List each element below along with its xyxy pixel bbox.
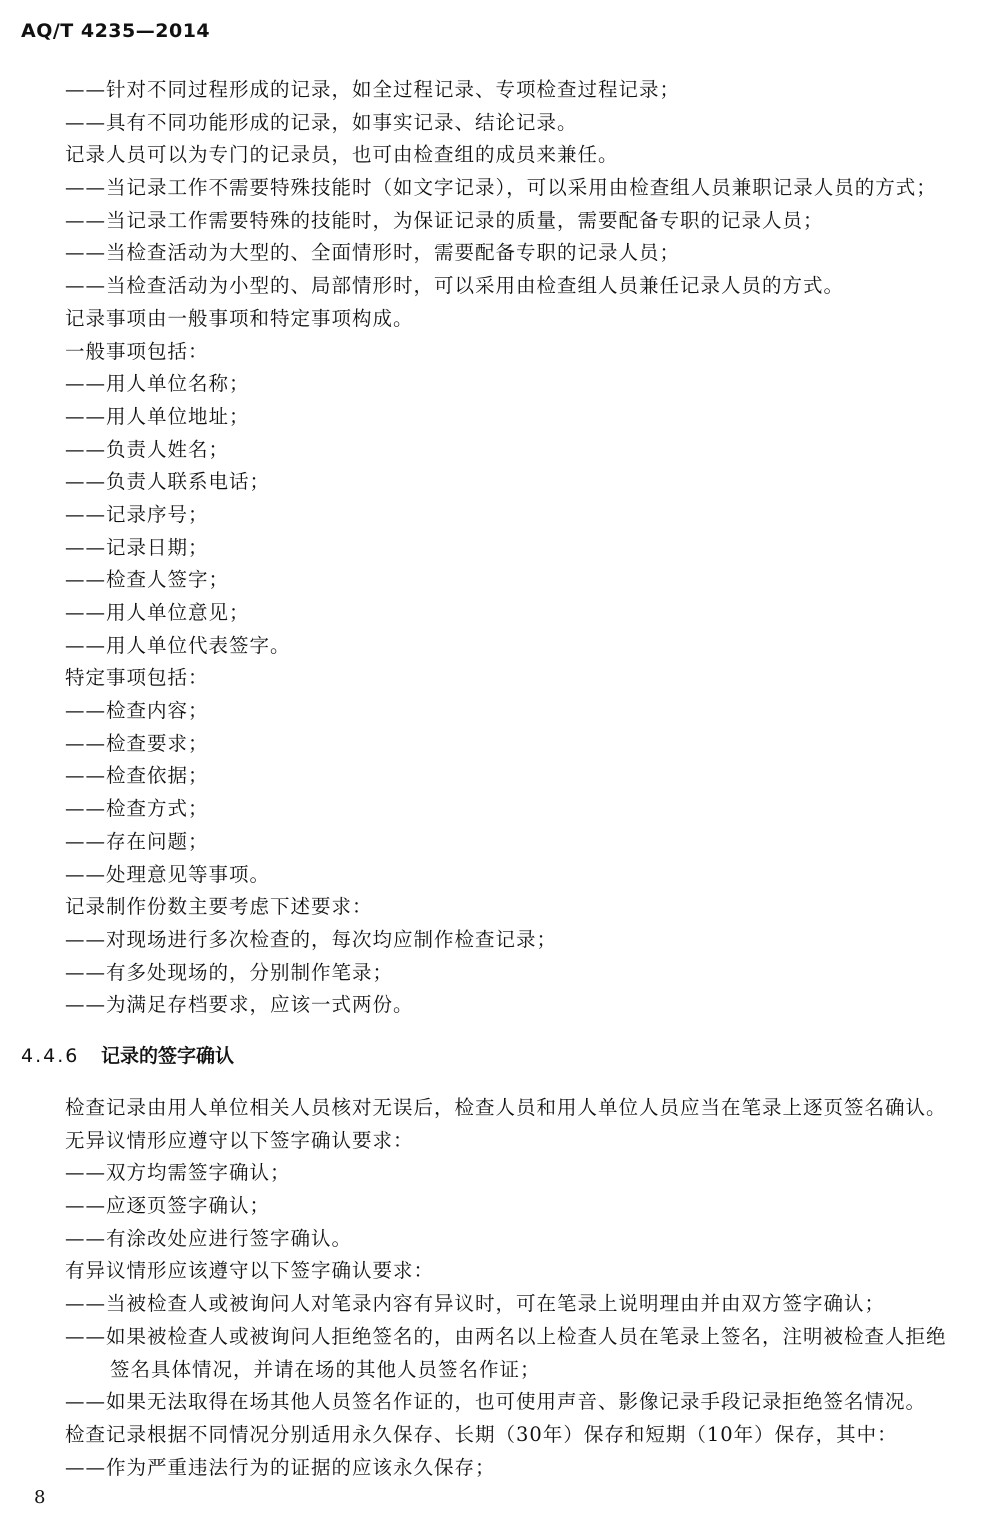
list-item: ——检查人签字；: [65, 568, 230, 592]
paragraph-line: 记录事项由一般事项和特定事项构成。: [65, 306, 414, 330]
list-item: ——如果无法取得在场其他人员签名作证的，也可使用声音、影像记录手段记录拒绝签名情况。: [65, 1390, 927, 1414]
list-item: ——存在问题；: [65, 829, 209, 853]
page-number: 8: [34, 1487, 46, 1508]
list-item: ——对现场进行多次检查的，每次均应制作检查记录；: [65, 927, 558, 951]
list-item: ——负责人联系电话；: [65, 470, 271, 494]
list-item: ——检查要求；: [65, 731, 209, 755]
paragraph-line: 无异议情形应遵守以下签字确认要求：: [65, 1128, 414, 1152]
list-item: ——具有不同功能形成的记录，如事实记录、结论记录。: [65, 110, 578, 134]
list-item: ——如果被检查人或被询问人拒绝签名的，由两名以上检查人员在笔录上签名，注明被检查人拒绝: [65, 1324, 947, 1348]
paragraph-line: 记录人员可以为专门的记录员，也可由检查组的成员来兼任。: [65, 143, 619, 167]
body-text-block-1: [65, 74, 990, 1022]
list-item: ——当检查活动为小型的、局部情形时，可以采用由检查组人员兼任记录人员的方式。: [65, 274, 845, 298]
list-item: ——当记录工作不需要特殊技能时（如文字记录），可以采用由检查组人员兼职记录人员的方式；: [65, 176, 937, 200]
paragraph-line: 有异议情形应该遵守以下签字确认要求：: [65, 1259, 435, 1283]
paragraph-line: 特定事项包括：: [65, 666, 209, 690]
body-text-block-2: [65, 1092, 990, 1484]
section-heading: [21, 1040, 234, 1072]
list-item: ——当被检查人或被询问人对笔录内容有异议时，可在笔录上说明理由并由双方签字确认；: [65, 1292, 886, 1316]
paragraph-line: 签名具体情况，并请在场的其他人员签名作证；: [110, 1357, 541, 1381]
paragraph-line: 一般事项包括：: [65, 339, 209, 363]
list-item: ——检查依据；: [65, 764, 209, 788]
list-item: ——负责人姓名；: [65, 437, 230, 461]
list-item: ——当记录工作需要特殊的技能时，为保证记录的质量，需要配备专职的记录人员；: [65, 208, 824, 232]
list-item: ——用人单位意见；: [65, 601, 250, 624]
list-item: ——记录序号；: [65, 502, 209, 526]
list-item: ——针对不同过程形成的记录，如全过程记录、专项检查过程记录；: [65, 78, 681, 101]
list-item: ——处理意见等事项。: [65, 862, 271, 886]
list-item: ——作为严重违法行为的证据的应该永久保存；: [65, 1455, 496, 1479]
list-item: ——为满足存档要求，应该一式两份。: [65, 993, 414, 1017]
section-title-text: 记录的签字确认: [101, 1045, 235, 1067]
paragraph-line: 检查记录由用人单位相关人员核对无误后，检查人员和用人单位人员应当在笔录上逐页签名确认。: [65, 1096, 947, 1119]
list-item: ——用人单位地址；: [65, 404, 250, 428]
section-number: 4.4.6: [21, 1045, 80, 1067]
list-item: ——用人单位代表签字。: [65, 633, 291, 657]
list-item: ——当检查活动为大型的、全面情形时，需要配备专职的记录人员；: [65, 241, 681, 265]
list-item: ——检查方式；: [65, 797, 209, 821]
paragraph-line: 记录制作份数主要考虑下述要求：: [65, 895, 373, 919]
list-item: ——应逐页签字确认；: [65, 1194, 271, 1218]
list-item: ——双方均需签字确认；: [65, 1161, 291, 1185]
list-item: ——检查内容；: [65, 699, 209, 723]
list-item: ——有涂改处应进行签字确认。: [65, 1226, 353, 1250]
list-item: ——有多处现场的，分别制作笔录；: [65, 960, 394, 984]
list-item: ——用人单位名称；: [65, 372, 250, 396]
paragraph-line: 检查记录根据不同情况分别适用永久保存、长期（30年）保存和短期（10年）保存，其中：: [65, 1422, 898, 1446]
document-header-id: AQ/T 4235—2014: [21, 20, 211, 42]
list-item: ——记录日期；: [65, 535, 209, 559]
